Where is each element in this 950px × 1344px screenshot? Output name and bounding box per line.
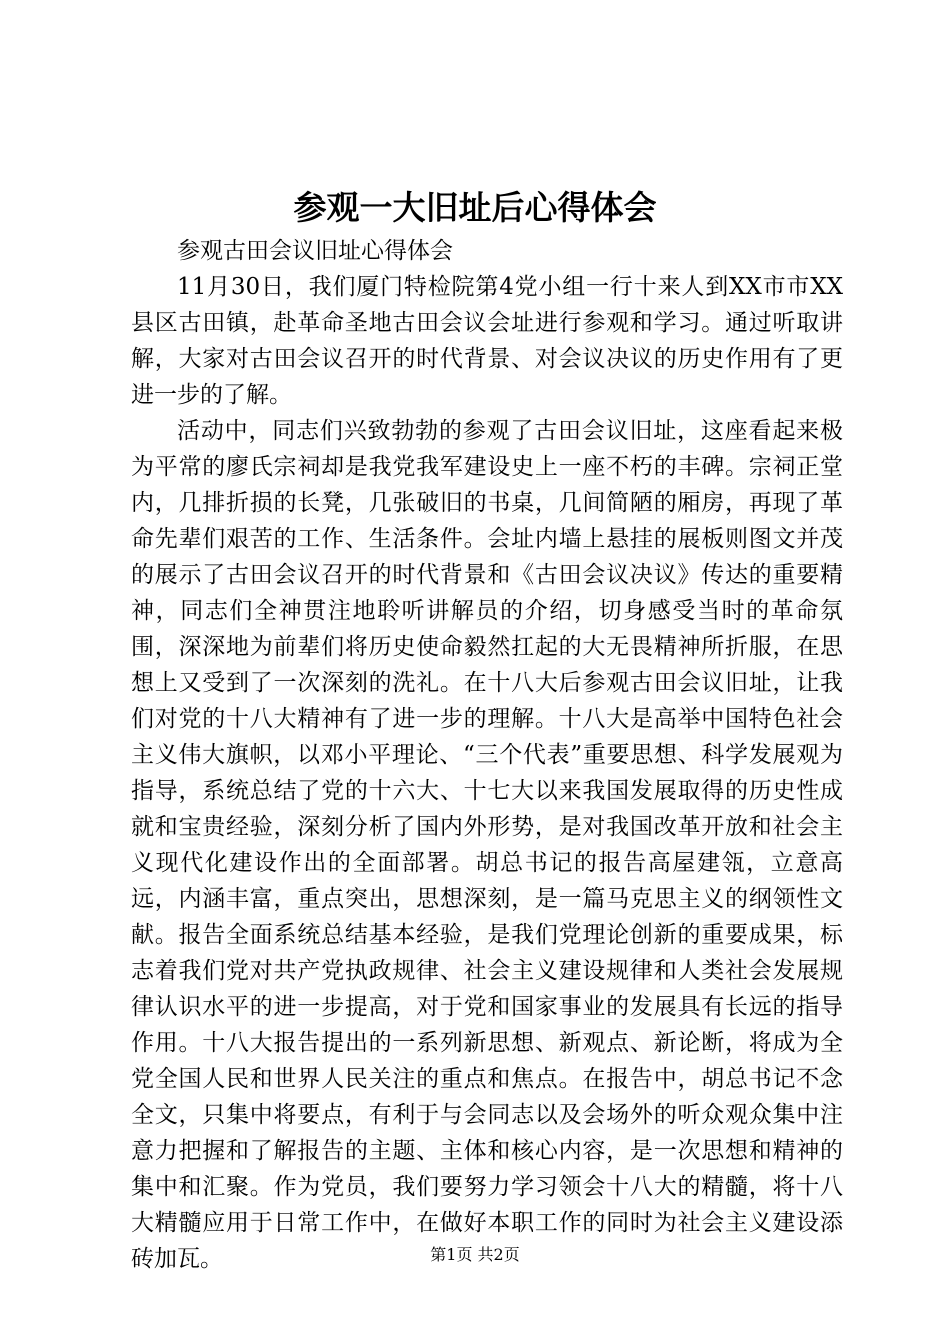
page-footer: 第1页 共2页 — [430, 1245, 520, 1264]
document-subtitle: 参观古田会议旧址心得体会 — [177, 238, 453, 264]
document-body — [131, 233, 843, 1277]
paragraph-2: 活动中，同志们兴致勃勃的参观了古田会议旧址，这座看起来极为平常的廖氏宗祠却是我党我军建设史上一座不朽的丰碑。宗祠正堂内，几排折损的长凳，几张破旧的书桌，几间简陋的厢房，再现了革命先辈们艰苦的工作、生活条件。会址内墙上悬挂的展板则图文并茂的展示了古田会议召开的时代背景和《古田会议决议》传达的重要精神，同志们全神贯注地聆听讲解员的介绍，切身感受当时的革命氛围，深深地为前辈们将历史使命毅然扛起的大无畏精神所折服，在思想上又受到了一次深刻的洗礼。在十八大后参观古田会议旧址，让我们对党的十八大精神有了进一步的理解。十八大是高举中国特色社会主义伟大旗帜，以邓小平理论、“三个代表”重要思想、科学发展观为指导，系统总结了党的十六大、十七大以来我国发展取得的历史性成就和宝贵经验，深刻分析了国内外形势，是对我国改革开放和社会主义现代化建设作出的全面部署。胡总书记的报告高屋建瓴，立意高远，内涵丰富，重点突出，思想深刻，是一篇马克思主义的纲领性文献。报告全面系统总结基本经验，是我们党理论创新的重要成果，标志着我们党对共产党执政规律、社会主义建设规律和人类社会发展规律认识水平的进一步提高，对于党和国家事业的发展具有长远的指导作用。十八大报告提出的一系列新思想、新观点、新论断，将成为全党全国人民和世界人民关注的重点和焦点。在报告中，胡总书记不念全文，只集中将要点，有利于与会同志以及会场外的听众观众集中注意力把握和了解报告的主题、主体和核心内容，是一次思想和精神的集中和汇聚。作为党员，我们要努力学习领会十八大的精髓，将十八大精髓应用于日常工作中，在做好本职工作的同时为社会主义建设添砖加瓦。 — [131, 418, 843, 1272]
paragraph-1: 11月30日，我们厦门特检院第4党小组一行十来人到XX市市XX县区古田镇，赴革命圣地古田会议会址进行参观和学习。通过听取讲解，大家对古田会议召开的时代背景、对会议决议的历史作用有了更进一步的了解。 — [131, 274, 843, 408]
document-title: 参观一大旧址后心得体会 — [293, 188, 657, 227]
